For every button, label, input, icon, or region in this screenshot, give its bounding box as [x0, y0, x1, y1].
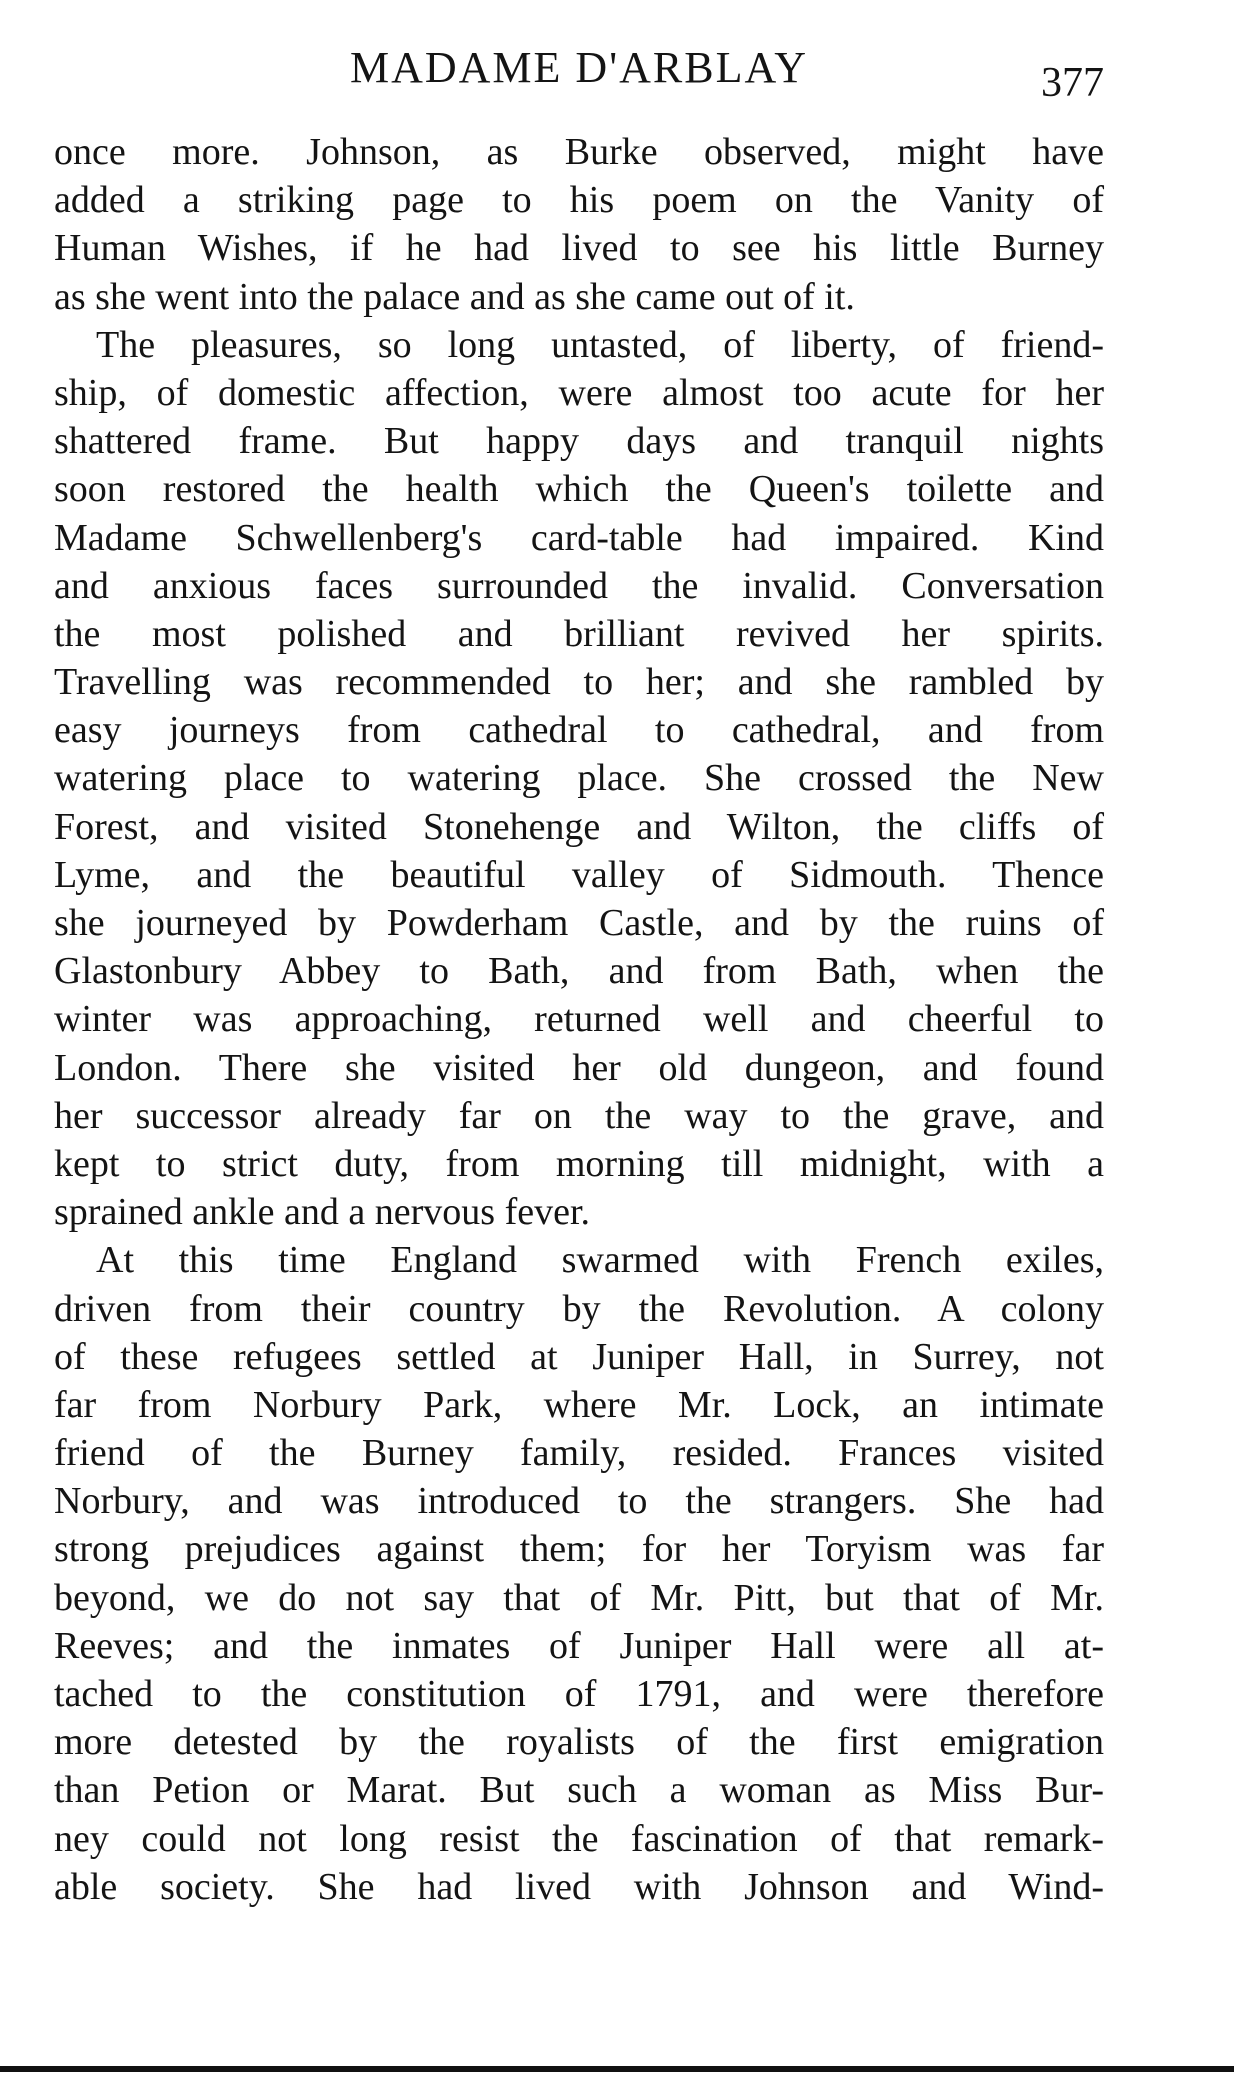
paragraph-first-line: The pleasures, so long untasted, of liberty, of friend-: [96, 323, 1104, 366]
text-line: than Petion or Marat. But such a woman as Miss Bur-: [54, 1769, 1104, 1812]
text-line: Reeves; and the inmates of Juniper Hall were all at-: [54, 1624, 1104, 1667]
text-line: easy journeys from cathedral to cathedral, and from: [54, 709, 1104, 752]
paragraph-first-line: At this time England swarmed with French exiles,: [96, 1239, 1104, 1282]
text-line: London. There she visited her old dungeon, and found: [54, 1046, 1104, 1089]
text-line: Madame Schwellenberg's card-table had impaired. Kind: [54, 516, 1104, 559]
text-line: driven from their country by the Revolution. A colony: [54, 1287, 1104, 1330]
text-line: tached to the constitution of 1791, and were therefore: [54, 1673, 1104, 1715]
text-line: sprained ankle and a nervous fever.: [54, 1191, 591, 1234]
text-line: beyond, we do not say that of Mr. Pitt, but that of Mr.: [54, 1576, 1104, 1619]
text-line: once more. Johnson, as Burke observed, might have: [54, 131, 1104, 173]
text-line: Norbury, and was introduced to the strangers. She had: [54, 1480, 1104, 1523]
body-text: [54, 128, 1104, 1911]
text-line: able society. She had lived with Johnson and Wind-: [54, 1865, 1104, 1908]
page-number: 377: [1041, 60, 1104, 106]
text-line: the most polished and brilliant revived her spirits.: [54, 612, 1104, 655]
text-line: watering place to watering place. She crossed the New: [54, 757, 1104, 800]
text-line: soon restored the health which the Queen's toilette and: [54, 468, 1104, 511]
text-line: friend of the Burney family, resided. Frances visited: [54, 1432, 1104, 1475]
text-line: added a striking page to his poem on the Vanity of: [54, 179, 1104, 222]
text-line: more detested by the royalists of the first emigration: [54, 1721, 1104, 1764]
text-line: as she went into the palace and as she came out of it.: [54, 275, 855, 318]
text-line: her successor already far on the way to the grave, and: [54, 1094, 1104, 1137]
text-line: far from Norbury Park, where Mr. Lock, an intimate: [54, 1383, 1104, 1426]
text-line: and anxious faces surrounded the invalid. Conversation: [54, 564, 1104, 607]
text-line: strong prejudices against them; for her Toryism was far: [54, 1528, 1104, 1571]
text-line: of these refugees settled at Juniper Hall, in Surrey, not: [54, 1335, 1104, 1378]
text-line: Glastonbury Abbey to Bath, and from Bath, when the: [54, 950, 1104, 993]
text-line: winter was approaching, returned well and cheerful to: [54, 998, 1104, 1041]
page-header: [54, 38, 1104, 108]
bottom-rule: [0, 2066, 1234, 2072]
text-line: ship, of domestic affection, were almost too acute for her: [54, 371, 1104, 414]
text-line: shattered frame. But happy days and tranquil nights: [54, 420, 1104, 463]
text-line: ney could not long resist the fascination of that remark-: [54, 1817, 1104, 1860]
text-line: kept to strict duty, from morning till midnight, with a: [54, 1142, 1104, 1185]
text-line: Forest, and visited Stonehenge and Wilton, the cliffs of: [54, 805, 1104, 848]
text-line: Lyme, and the beautiful valley of Sidmouth. Thence: [54, 853, 1104, 896]
text-line: Human Wishes, if he had lived to see his little Burney: [54, 227, 1104, 270]
text-line: she journeyed by Powderham Castle, and by the ruins of: [54, 902, 1104, 944]
text-line: Travelling was recommended to her; and she rambled by: [54, 661, 1104, 704]
running-head: MADAME D'ARBLAY: [349, 43, 808, 92]
